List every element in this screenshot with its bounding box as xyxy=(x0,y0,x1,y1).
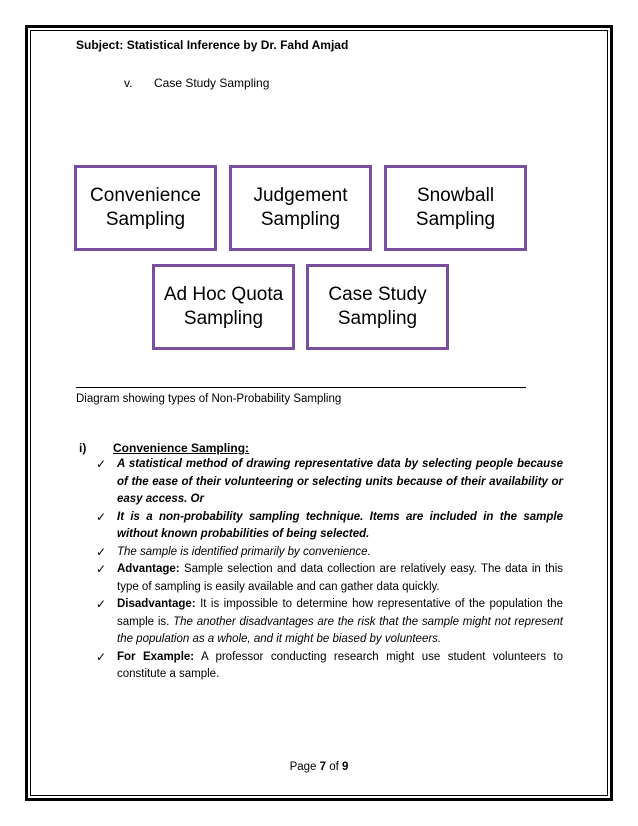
page-header xyxy=(76,38,348,52)
diagram-box-label: Snowball Sampling xyxy=(415,185,496,230)
bullet-text-italic: The another disadvantages are the risk that the sample might not represent the population as a whole, and it might be biased by volunteers. xyxy=(117,615,563,645)
checkmark-icon: ✓ xyxy=(96,509,107,524)
list-item xyxy=(93,561,563,596)
checkmark-icon: ✓ xyxy=(96,544,107,559)
section-title: Convenience Sampling: xyxy=(113,441,250,455)
footer-total-pages: 9 xyxy=(342,761,349,773)
diagram-box-convenience xyxy=(74,165,217,251)
subject-label: Subject: xyxy=(76,38,124,52)
page-footer xyxy=(0,761,638,773)
list-item xyxy=(93,596,563,649)
list-item xyxy=(93,649,563,684)
list-item xyxy=(93,544,563,562)
caption-rule xyxy=(76,387,526,388)
bullet-text: It is a non-probability sampling technique. Items are included in the sample without known probabilities of being selected. xyxy=(117,510,563,540)
subheading-text: Case Study Sampling xyxy=(154,76,270,90)
diagram-caption: Diagram showing types of Non-Probability Sampling xyxy=(76,393,342,405)
subheading-number: v. xyxy=(124,76,133,90)
checkmark-icon: ✓ xyxy=(96,457,107,471)
diagram-box-snowball xyxy=(384,165,527,251)
list-item xyxy=(93,456,563,509)
bullet-text: A professor conducting research might use student volunteers to constitute a sample. xyxy=(117,650,564,680)
subheading xyxy=(124,76,269,90)
checkmark-icon: ✓ xyxy=(96,562,107,576)
bullet-text: A statistical method of drawing representative data by selecting people because of the ease of their volunteering or selecting units because of their availability or easy access. Or xyxy=(117,458,563,505)
subject-text: Statistical Inference by Dr. Fahd Amjad xyxy=(126,38,349,52)
bullet-label: For Example: xyxy=(117,650,195,663)
diagram-box-ad-hoc-quota xyxy=(152,264,295,350)
bullet-label: Advantage: xyxy=(117,563,180,575)
bullet-text: Sample selection and data collection are relatively easy. The data in this type of sampling is easily available and can gather data quickly. xyxy=(117,563,563,593)
diagram-box-label: Case Study Sampling xyxy=(328,284,427,329)
diagram-box-judgement xyxy=(229,165,372,251)
section-number: i) xyxy=(79,441,87,455)
diagram-box-label: Convenience Sampling xyxy=(90,185,201,230)
checkmark-icon: ✓ xyxy=(96,649,107,664)
bullet-text: The sample is identified primarily by convenience. xyxy=(117,545,371,558)
bullet-label: Disadvantage: xyxy=(117,598,196,610)
bullet-text: It is impossible to determine how representative of the population the sample is. xyxy=(117,598,564,628)
footer-of-word: of xyxy=(329,761,339,773)
list-item xyxy=(93,509,563,544)
diagram-box-label: Ad Hoc Quota Sampling xyxy=(163,284,284,329)
footer-page-word: Page xyxy=(289,761,317,773)
bullet-list xyxy=(93,456,563,684)
diagram-box-label: Judgement Sampling xyxy=(253,185,348,230)
checkmark-icon: ✓ xyxy=(96,597,107,611)
diagram-box-case-study xyxy=(306,264,449,350)
footer-current-page: 7 xyxy=(319,761,327,773)
